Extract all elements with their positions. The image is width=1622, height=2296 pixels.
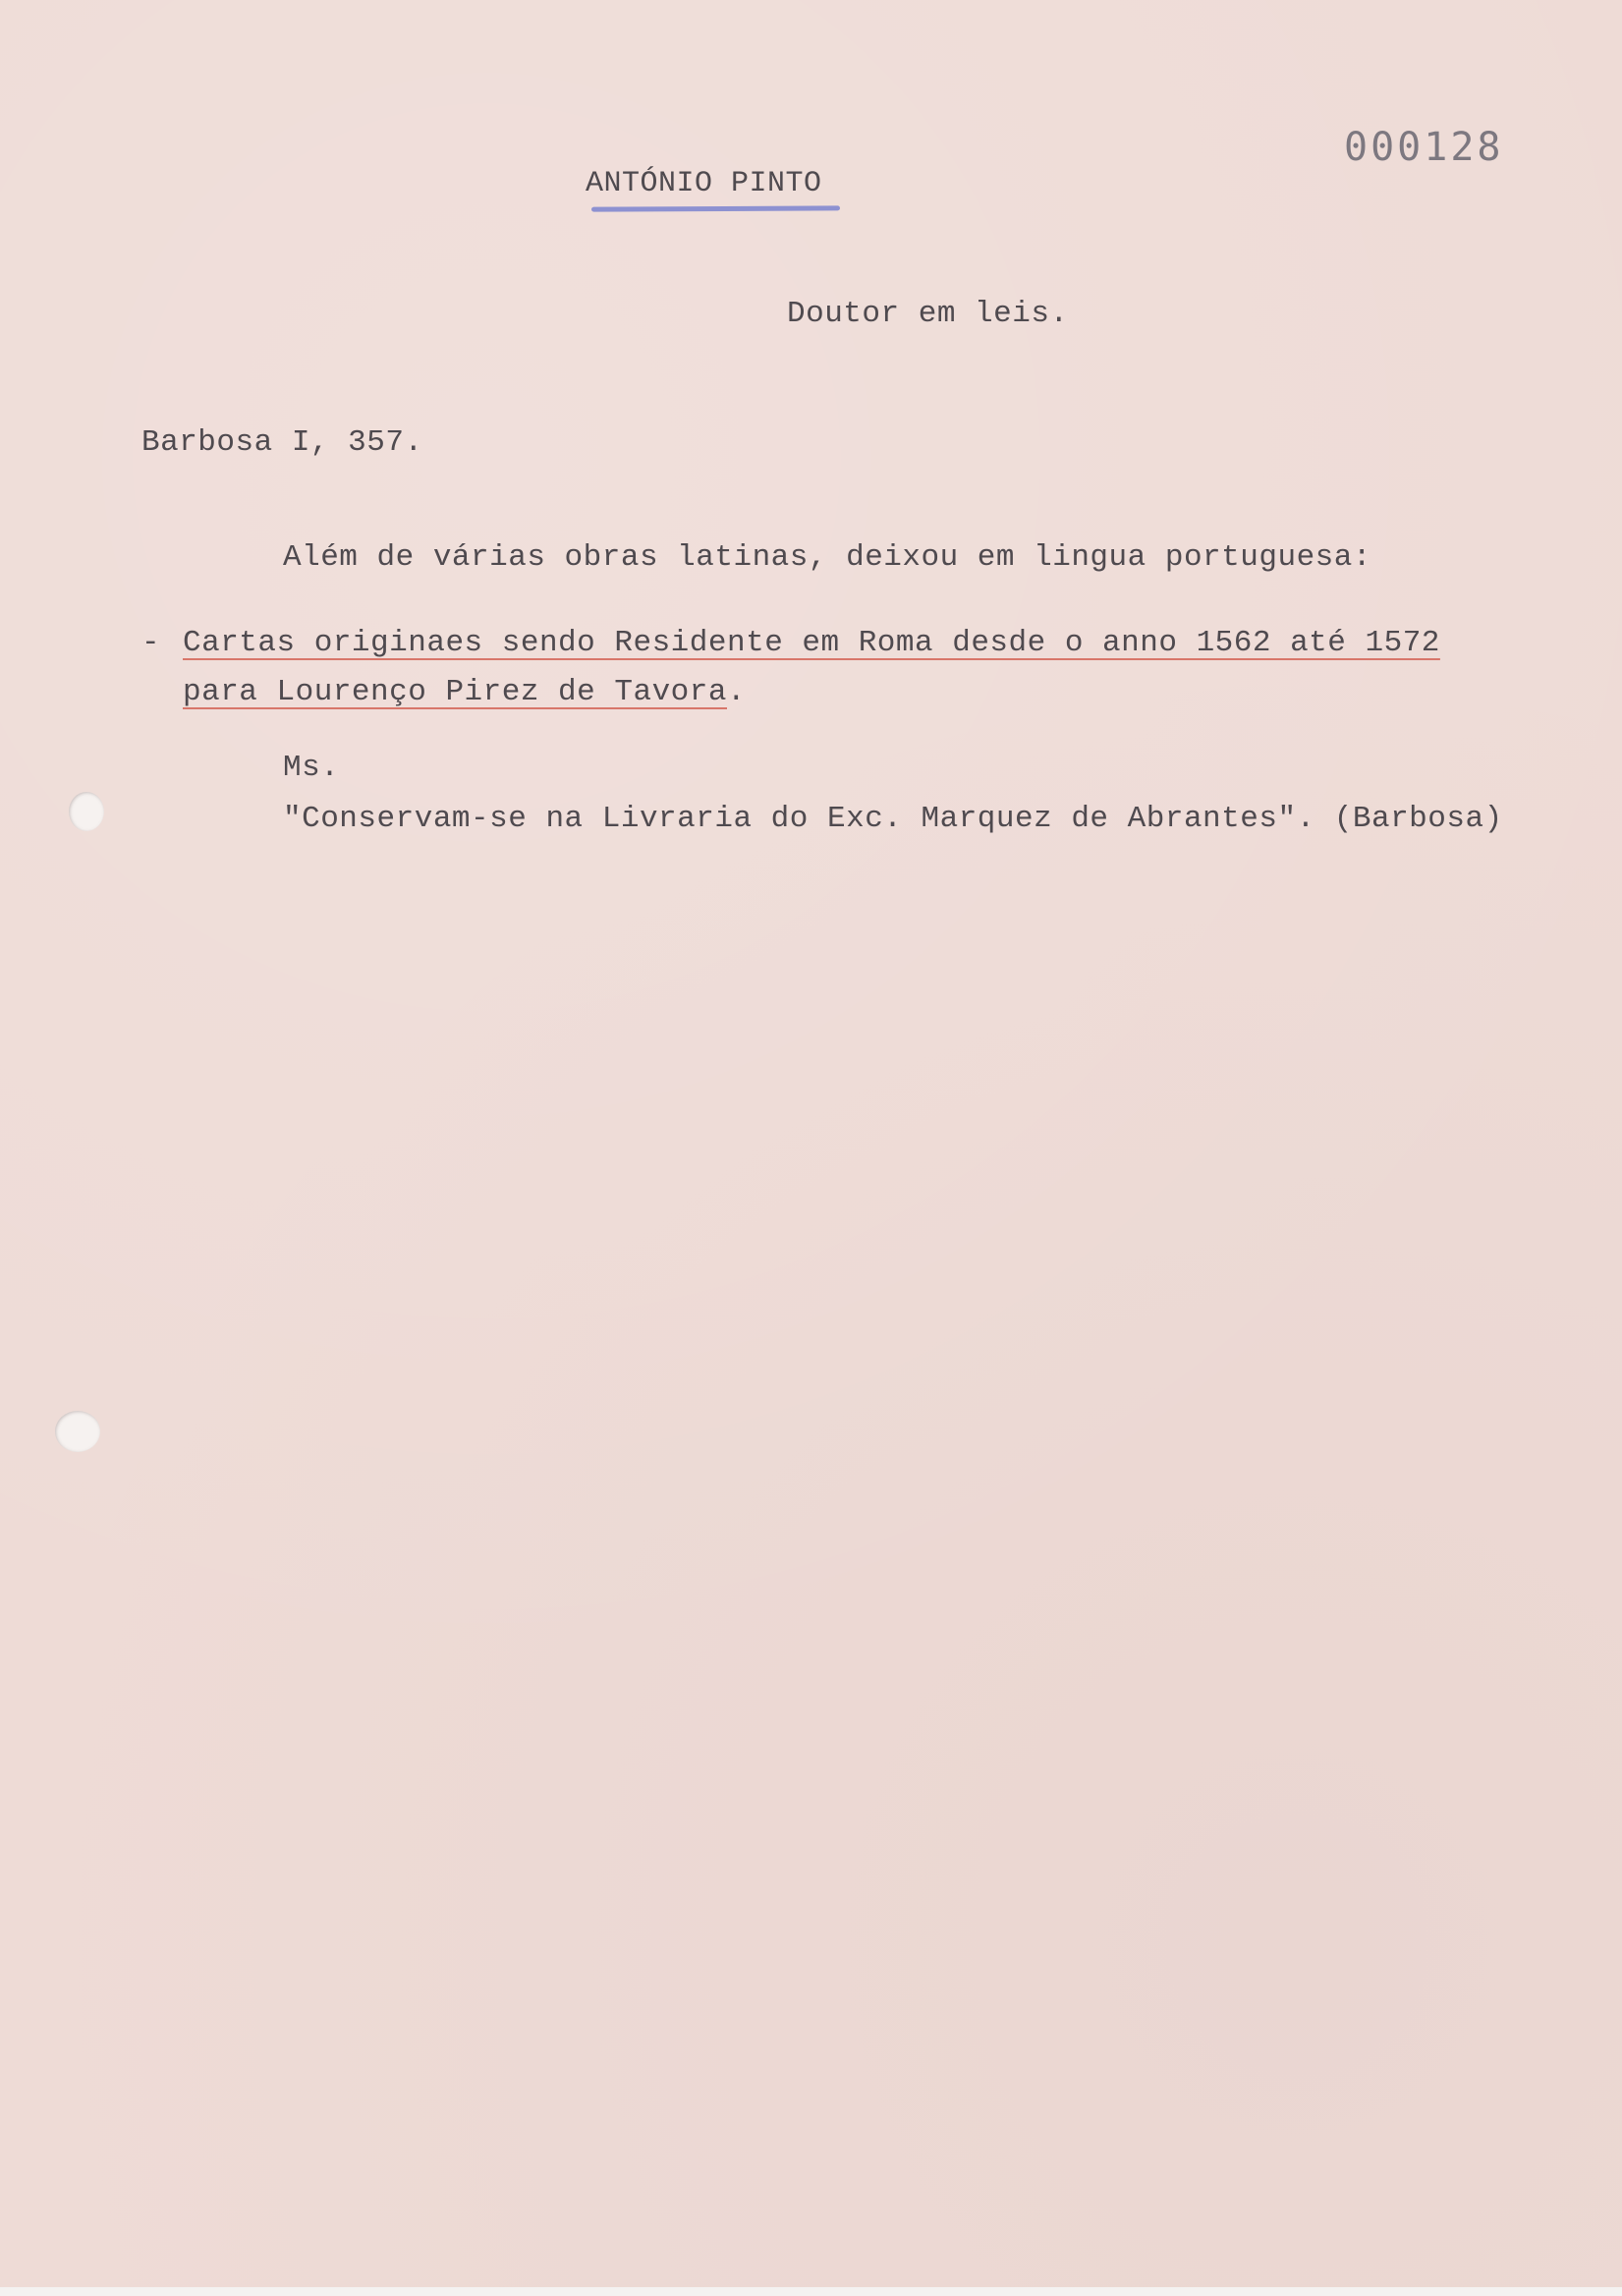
punch-hole-top xyxy=(69,792,104,831)
entry-line-1: Cartas originaes sendo Residente em Roma desde o anno 1562 até 1572 xyxy=(183,626,1440,660)
reference-line: Barbosa I, 357. xyxy=(141,425,423,460)
location-note: "Conservam-se na Livraria do Exc. Marquez de Abrantes". (Barbosa) xyxy=(283,802,1503,836)
entry-bullet: - xyxy=(141,626,161,660)
name-heading xyxy=(586,169,822,198)
entry-line-2 xyxy=(183,677,746,707)
entry-line-2-text: para Lourenço Pirez de Tavora xyxy=(183,675,727,709)
stamp-number: 000128 xyxy=(1344,125,1504,170)
ms-label: Ms. xyxy=(283,751,340,785)
punch-hole-bottom xyxy=(55,1411,100,1452)
title-line: Doutor em leis. xyxy=(787,297,1069,331)
intro-line: Além de várias obras latinas, deixou em lingua portuguesa: xyxy=(283,540,1371,575)
entry-line-2-end: . xyxy=(727,675,747,709)
scan-edge xyxy=(0,2287,1622,2296)
name-heading-text: ANTÓNIO PINTO xyxy=(586,167,822,200)
